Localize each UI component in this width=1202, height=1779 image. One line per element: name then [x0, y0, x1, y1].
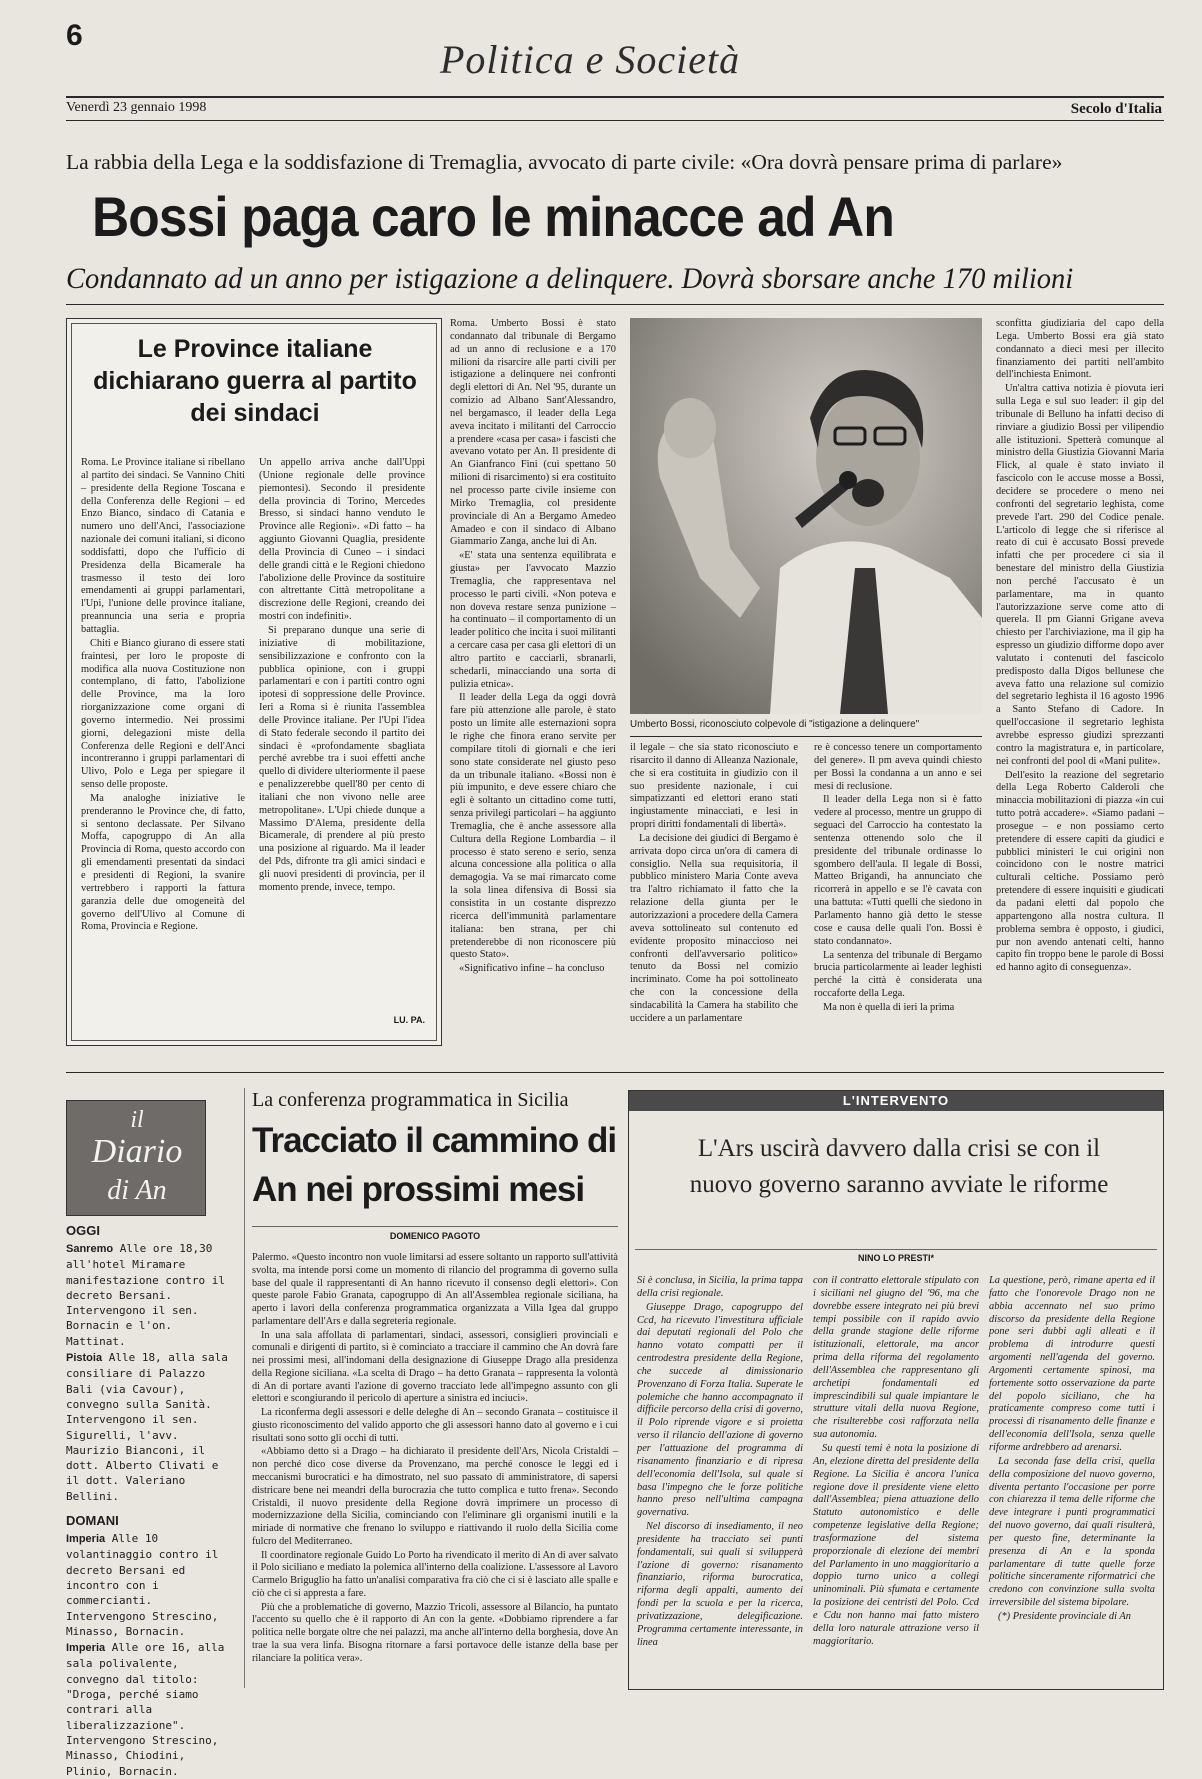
diario-entry-place: Pistoia [66, 1352, 103, 1365]
province-c2-p2: Si preparano dunque una serie di iniziative di mobilitazione, sensibilizzazione e confronto con la pubblica opinione, con i gruppi parlamentari e con i partiti contro ogni ipotesi di soppressione delle Province. Ieri a Roma si è riunita l'assemblea delle Province italiane. Per l'Upi l'idea di Stato federale secondo il partito dei sindaci è «profondamente sbagliata perché avrebbe tra i suoi effetti anche quello di dividere ulteriormente il paese e penalizzerebbe quell'80 per cento di italiani che non vivono nelle aree metropolitane». L'Upi chiede dunque a Massimo D'Alema, presidente della Bicamerale, di prendere al più presto una posizione al riguardo. Ma il leader del Pds, difronte tra gli amici sindaci e gli nuovi presidenti di provincia, per il momento prende, invece, tempo. [259, 624, 425, 893]
sicily-headline: Tracciato il cammino di An nei prossimi mesi [252, 1121, 617, 1209]
intervento-headline: L'Ars uscirà davvero dalla crisi se con il nuovo governo saranno avviate le riforme [689, 1135, 1109, 1198]
main-c3-p1: re è concesso tenere un comportamento del genere». Il pm aveva quindi chiesto per Bossi la condanna a un anno e sei mesi di reclusione. [814, 742, 982, 792]
intervento-rule [635, 1249, 1157, 1250]
diario-entry-text: Alle ore 18,30 all'hotel Miramare manifestazione contro il decreto Bersani. Intervengono il sen. Bornacin e l'on. Mattinat. [66, 1242, 225, 1348]
diario-entry-text: Alle 18, alla sala consiliare di Palazzo Bali (via Cavour), convegno sulla Sanità. Intervengono il sen. Sigurelli, l'avv. Maurizio Bianconi, il dott. Alberto Clivati e il dott. Valeriano Bellini. [66, 1351, 228, 1503]
diario-entry-text: Alle 10 volantinaggio contro il decreto Bersani ed incontro con i commercianti. Intervengono Strescino, Minasso, Bornacin. [66, 1532, 219, 1638]
main-c1-p2: «E' stata una sentenza equilibrata e giusta» per l'avvocato Mazzio Tremaglia, che rappresentava nel processo le parti civili. «Non poteva e non doveva restare senza punizione – ha continuato – il comportamento di un leader politico che incita i suoi militanti a cercare casa per casa gli elettori di un altro partito e cacciarli, sbranarli, schedarli, minacciando una sorta di pulizia etnica». [450, 550, 616, 690]
diario-entry-place: Imperia [66, 1533, 106, 1546]
bossi-photo-image [630, 318, 982, 714]
main-c4-p2: Un'altra cattiva notizia è piovuta ieri sulla Lega e sul suo leader: il gip del tribunale di Belluno ha infatti deciso di rinviare a giudizio Bossi per vilipendio alle istituzioni. Spetterà comunque al ministro della Giustizia Giovanni Maria Flick, al quale è stato inviato il fascicolo con le accuse mosse a Bossi, decidere se procedere o meno nei confronti del segretario leghista, come prevede l'art. 290 del Codice penale. L'articolo di legge che si riferisce al reato di cui è accusato Bossi prevede infatti che per procedere ci sia il benestare del ministro della Giustizia non perché l'accusato è un parlamentare, ma in quanto l'autorizzazione serve come atto di querela. Il pm Gianni Grigane aveva chiesto per l'archiviazione, ma il gip ha espresso un giudizio difforme dopo aver valutato i contenuti del fascicolo predisposto dalla Digos bellunese che aveva fatto una relazione sul comizio del segretario leghista il 16 agosto 1996 a Santo Stefano di Cadore. In quell'occasione il segretario leghista avrebbe espresso giudizi sprezzanti contro la magistratura e, in particolare, nei confronti del pool di «Mani pulite». [996, 383, 1164, 767]
diario-entry [66, 1241, 238, 1349]
main-col-4 [996, 318, 1164, 1060]
diario-entry-place: Sanremo [66, 1243, 114, 1255]
intervento-c1-p2: Giuseppe Drago, capogruppo del Ccd, ha ricevuto l'investitura ufficiale dai deputati regionali del Polo che hanno votato compatti per il centrodestra presidente della Regione, che succede al dimissionario Provenzano di Forza Italia. Superate le polemiche che hanno accompagnato il difficile percorso della crisi di governo, il Polo riprende vigore e si proietta verso il rilancio dell'azione di governo per l'attuazione del programma di risanamento finanziario e di ripresa dell'economia dell'Isola, sul quale si basa l'impegno che le forze politiche hanno preso nell'ultima campagna governativa. [637, 1301, 803, 1519]
subhead-rule [66, 304, 1164, 305]
section-title: Politica e Società [440, 37, 741, 82]
province-c2-p1: Un appello arriva anche dall'Uppi (Unione regionale delle province piemontesi). Secondo il presidente della provincia di Torino, Mercedes Bresso, si sindaci hanno venduto le Province alle Regioni». «Di fatto – ha aggiunto Giovanni Quaglia, presidente della Provincia di Cuneo – i sindaci delle grandi città e le Regioni chiedono l'abolizione delle Province da sostituire con altrettante Città metropolitane a discrezione delle Regioni, creando dei mostri con indefiniti». [259, 457, 425, 623]
diario-title-end: di An [107, 1175, 167, 1206]
diario-entry-text: Alle ore 16, alla sala polivalente, convegno dal titolo: "Droga, perché siamo contrari alla liberalizzazione". Intervengono Strescino, Minasso, Chiodini, Plinio, Bornacin. [66, 1641, 225, 1778]
sicily-p4: «Abbiamo detto sì a Drago – ha dichiarato il presidente dell'Ars, Nicola Cristaldi – non perché dico cose diverse da Provenzano, ma perché conosce le leggi ed i meccanismi burocratici e ha dimostrato, nel suo passato di amministratore, di sapersi districare bene nei meandri della burocrazia che tutto complica e tutto frena». Secondo Cristaldi, il nuovo presidente della Regione dovrà imprimere un processo di modernizzazione della Sicilia, cominciando con l'eliminare gli organismi inutili e la miriade di normative che frenano lo sviluppo e riattivando il ruolo della Sicilia come fulcro del Mediterraneo. [252, 1446, 618, 1547]
sicily-p5: Il coordinatore regionale Guido Lo Porto ha rivendicato il merito di An di aver salvato il Polo siciliano e mediato la polemica all'interno della coalizione. L'assessore al Lavoro Carmelo Briguglio ha fatto un'analisi comparativa fra ciò che ci si è lasciato alle spalle e ciò che ci si appresta a fare. [252, 1549, 618, 1599]
diario-heading-domani: DOMANI [66, 1513, 119, 1529]
province-col-1 [81, 457, 245, 1031]
diario-title-small: il [130, 1107, 144, 1133]
intervento-c1-p3: Nel discorso di insediamento, il neo presidente ha tracciato sei punti fondamentali, sui quali si svilupperà l'azione di governo: risanamento finanziario, riforma burocratica, riforma degli appalti, aumento dei fondi per la scuola e per la ricerca, privatizzazione, delegificazione. Programma certamente interessante, in linea [637, 1521, 803, 1648]
main-c4-p1: sconfitta giudiziaria del capo della Lega. Umberto Bossi era già stato condannato a dieci mesi per illecito finanziamento dei partiti nell'ambito dell'inchiesta Enimont. [996, 318, 1164, 381]
intervento-byline: NINO LO PRESTI* [857, 1253, 934, 1263]
bossi-photo [630, 318, 982, 714]
intervento-c3-p1: La questione, però, rimane aperta ed il fatto che l'onorevole Drago non ne abbia accennato nel suo primo discorso da presidente della Regione pone seri dubbi agli alleati e il problema di introdurre questi argomenti nell'agenda del governo. Argomenti certamente spinosi, ma fortemente sotto osservazione da parte del popolo siciliano, che ha praticamente compreso come tutti i processi di risanamento delle finanze e dell'economia dell'Isola, senza quelle riforme ardrebbero ad arenarsi. [989, 1275, 1155, 1453]
province-c1-p2: Chiti e Bianco giurano di essere stati fraintesi, per loro le proposte di modifica alla nuova Costituzione non contemplano, di fatto, l'abolizione delle Province, ma la loro riorganizzazione come organi di governo intermedio. Nei prossimi giorni, delegazioni miste della Conferenza delle Regioni e dell'Anci incontreranno i gruppi parlamentari di Ulivo, Polo e Lega per spiegare il senso delle proposte. [81, 637, 245, 791]
main-c2-p1: il legale – che sia stato riconosciuto e risarcito il danno di Alleanza Nazionale, che si era costituita in giudizio con il suo presidente nazionale, i cui simpatizzanti ed elettori erano stati ingiustamente minacciati, e lesi in propri diritti fondamentali di libertà». [630, 742, 798, 831]
main-col-3 [814, 742, 982, 1060]
page-number: 6 [66, 19, 83, 52]
diario-divider [244, 1088, 245, 1688]
province-c1-p3: Ma analoghe iniziative le prenderanno le Province che, di fatto, si sentono declassate. Per Silvano Moffa, capogruppo di An alla Provincia di Roma, questo accordo con gli emendamenti presentati da sindaci e presidenti di Regioni, la svanire vertrebbero i rapporti la fattura garanzia delle due omogeneità del governo dell'Ulivo al Comune di Roma, Provincia e Regione. [81, 792, 245, 933]
main-c1-p4: «Significativo infine – ha concluso [459, 963, 605, 975]
diario-title-big: Diario [91, 1133, 183, 1170]
intervento-box [628, 1090, 1164, 1690]
sicily-byline-rule [252, 1226, 618, 1227]
intervento-c1-p1: Si è conclusa, in Sicilia, la prima tappa della crisi regionale. [637, 1275, 803, 1299]
intervento-c3-p2: La seconda fase della crisi, quella della composizione del nuovo governo, diventa pertanto l'occasione per porre con chiarezza il tema delle riforme che deve integrare i punti programmatici del nuovo governo, dai quali risulterà, per questo fine, determinante la presenza di An e la sponda parlamentare di tutte quelle forze politiche sinceramente riformatrici che credono con convinzione sulla svolta irreversibile del sistema bipolare. [989, 1455, 1155, 1609]
main-c3-p2: Il leader della Lega non si è fatto vedere al processo, mentre un gruppo di seguaci del Carroccio ha contestato la sentenza ottenendo solo che il presidente del tribunale ordinasse lo sgombero dell'aula. Il legale di Bossi, Matteo Brigandì, ha annunciato che ricorrerà in appello e se l'è cavata con una battuta: «Tutti quelli che siedono in Parlamento hanno già detto le stesse cose e causa delle quali l'on. Bossi è stato condannato». [814, 794, 982, 947]
sicily-byline: DOMENICO PAGOTO [389, 1231, 481, 1241]
intervento-c3-p3: (*) Presidente provinciale di An [998, 1610, 1131, 1622]
province-box [66, 318, 442, 1046]
caption-rule [630, 736, 982, 737]
main-col-2 [630, 742, 798, 1060]
issue-date: Venerdì 23 gennaio 1998 [66, 100, 207, 115]
main-c1-p3: Il leader della Lega da oggi dovrà fare più attenzione alle parole, è stato posto un limite alle esternazioni sopra le righe che finora erano servite per compilare titoli di giornali e che ieri sono state considerate nel giusto peso da un tribunale italiano. «Bossi non è più impunito, e deve essere chiaro che egli è soltanto un cittadino come tutti, senza privilegi particolari – ha aggiunto Tremaglia, che è anche assessore alla Cultura della Regione Lombardia – il processo è stato sereno e serio, senza alcuna concessione alla politica o alla demagogia. Va se mai rimarcato come la sola linea difensiva di Bossi sia consistita in un costante disprezzo ricerca dell'immunità parlamentare italiana: ben strana, per chi pretenderebbe di non riconoscere più questo Stato». [450, 692, 616, 961]
main-c2-p2: La decisione dei giudici di Bergamo è arrivata dopo circa un'ora di camera di consiglio. Nella sua requisitoria, il pubblico ministero Maria Conte aveva tra l'altro richiamato il fatto che la relazione della giunta per le autorizzazioni a procedere della Camera aveva sottolineato sul contenuto ed evidente proposito minaccioso nei confronti dell'avversario politico» tenuto da Bossi nel comizio incriminato. Come ha poi sottolineato che con la concessione della sindacabilità la Camera ha stabilito che uccidere a un parlamentare [630, 832, 798, 1024]
diario-entry [66, 1350, 238, 1504]
main-headline: Bossi paga caro le minacce ad An [92, 185, 894, 248]
main-c4-p3: Dell'esito la reazione del segretario della Lega Roberto Calderoli che minaccia mobilitazioni di piazza «in cui tutto potrà accadere». «Siamo padani – prosegue – e non possiamo certo pretendere di essere capiti da giudici e pubblici ministeri le cui origini non coincidono con le nostre matrici culturali celtiche. Possiamo però pretendere di essere inquisiti e giudicati da padani eletti dal popolo che appartengono alla nostra cultura. Il problema sembra è opposto, i giudici, pur non avendo antenati celti, hanno capito fin troppo bene le parole di Bossi ed hanno agito di conseguenza». [996, 769, 1164, 974]
diario-entry [66, 1531, 238, 1639]
main-c1-p1: Roma. Umberto Bossi è stato condannato dal tribunale di Bergamo ad un anno di reclusione e a 170 milioni da risarcire alle parti civili per istigazione a delinquere nei confronti degli elettori di An. Nel '95, durante un comizio ad Albano Sant'Alessandro, nel bergamasco, il leader della Lega aveva incitato i militanti del Carroccio a prendere «casa per casa» i fascisti che avevano votato per An. Il presidente di An Gianfranco Fini (cui spettano 50 milioni di risarcimento) si era costituito nel processo parte civile insieme con Mirko Tremaglia, col presidente provinciale di An a Bergamo Amedeo Amadeo e con il sindaco di Albano Giammario Zanga, anche lui di An. [450, 318, 616, 548]
intervento-col-2 [813, 1275, 979, 1685]
province-headline: Le Province italiane dichiarano guerra al partito dei sindaci [93, 335, 417, 427]
province-byline: LU. PA. [393, 1015, 425, 1025]
main-col-1 [450, 318, 616, 1060]
diario-entry [66, 1640, 238, 1779]
photo-caption: Umberto Bossi, riconosciuto colpevole di "istigazione a delinquere" [630, 719, 920, 730]
sicily-body [252, 1252, 618, 1692]
diario-heading-oggi: OGGI [66, 1223, 100, 1238]
main-kicker: La rabbia della Lega e la soddisfazione di Tremaglia, avvocato di parte civile: «Ora dovrà pensare prima di parlare» [66, 150, 1063, 174]
sicily-p2: In una sala affollata di parlamentari, sindaci, assessori, consiglieri provinciali e comunali e dirigenti di partito, si è cominciato a tracciare il cammino che An dovrà fare nei prossimi mesi, all'indomani della designazione di Giuseppe Drago alla presidenza della Regione siciliana. «La scelta di Drago – ha detto Granata – rappresenta la volontà di An di portare avanti l'azione di governo tracciato lede all'impegno assunto con gli elettori e scongiurando il pericolo di aperture a sinistra ed inciuci». [252, 1329, 618, 1405]
intervento-label: L'INTERVENTO [629, 1091, 1163, 1111]
intervento-col-3 [989, 1275, 1155, 1685]
diario-entry-place: Imperia [66, 1642, 106, 1655]
intervento-c2-p2: Su questi temi è nota la posizione di An, elezione diretta del presidente della Regione. La Sicilia è ancora l'unica regione dove il presidente viene eletto dall'Assemblea; piena attuazione dello Statuto autonomistico e delle competenze legislative della Regione; trasformazione del sistema proporzionale di elezione dei membri del Parlamento in uno maggioritario a doppio turno unico a collegi uninominali. Più sfumata e certamente la posizione dei centristi del Polo. Ccd e Cdu non hanno mai fatto mistero della loro naturale attrazione verso il maggioritario. [813, 1442, 979, 1647]
sicily-kicker: La conferenza programmatica in Sicilia [252, 1089, 569, 1111]
province-c1-p1: Roma. Le Province italiane si ribellano al partito dei sindaci. Se Vannino Chiti – presidente della Regione Toscana e della Conferenza delle Regioni – ed Enzo Bianco, sindaco di Catania e numero uno dell'Anci, l'associazione nazionale dei comuni italiani, si dicono soddisfatti, dopo che l'ufficio di Presidenza della Bicamerale ha trasmesso il testo dei loro emendamenti ai gruppi parlamentari, l'Upi, l'unione delle province italiane, preannuncia una seria e propria battaglia. [81, 457, 245, 635]
main-subhead: Condannato ad un anno per istigazione a delinquere. Dovrà sborsare anche 170 milioni [66, 262, 1074, 295]
diario-header [66, 1100, 206, 1216]
sicily-p1: Palermo. «Questo incontro non vuole limitarsi ad essere soltanto un rapporto sull'attività svolta, ma intende porsi come un momento di rilancio del programma di governo sulla base del quale il rappresentanti di An hanno ricevuto il consenso degli elettori». Con queste parole Fabio Granata, capogruppo di An all'Assemblea regionale siciliana, ha aperto i lavori della conferenza programmatica organizzata a Villa Igea dal gruppo parlamentare dell'Ars e dalla segreteria regionale. [252, 1252, 618, 1327]
mid-page-rule [66, 1072, 1164, 1073]
diario-list [66, 1222, 238, 1778]
sicily-p3: La riconferma degli assessori e delle deleghe di An – secondo Granata – costituisce il giusto riconoscimento del valido apporto che gli assessori hanno dato al governo e i cui risultati sono sotto gli occhi di tutti. [252, 1407, 618, 1444]
main-c3-p4: Ma non è quella di ieri la prima [823, 1001, 955, 1013]
intervento-c2-p1: con il contratto elettorale stipulato con i siciliani nel giugno del '96, ma che dovrebbe essere integrato nei più brevi tempi possibile con il rapido avvio della grande stagione delle riforme istituzionali, elettorale, ma ancor prima della riforma del regolamento dell'Assemblea che rappresentano gli archetipi fondamentali ed imprescindibili sul quale impiantare le strutture vitali della nuova Regione, che risulterebbe così rafforzata nella sua autonomia. [813, 1275, 979, 1441]
main-c3-p3: La sentenza del tribunale di Bergamo brucia particolarmente ai leader leghisti perché la città è considerata una roccaforte della Lega. [814, 949, 982, 1000]
date-rule [66, 120, 1164, 121]
province-col-2 [259, 457, 425, 1013]
intervento-col-1 [637, 1275, 803, 1685]
sicily-p6: Più che a problematiche di governo, Mazzio Tricoli, assessore al Bilancio, ha puntato l'accento su quello che è il rapporto di An con la gente. «Dobbiamo riprendere a far politica nelle borgate oltre che nei palazzi, ma anche all'interno della borghesia, dove An trae la sua vera linfa. Bisogna ritornare a farsi portavoce delle istanze della base per rilanciare la politica vera». [252, 1601, 618, 1664]
newspaper-name: Secolo d'Italia [1070, 101, 1162, 117]
